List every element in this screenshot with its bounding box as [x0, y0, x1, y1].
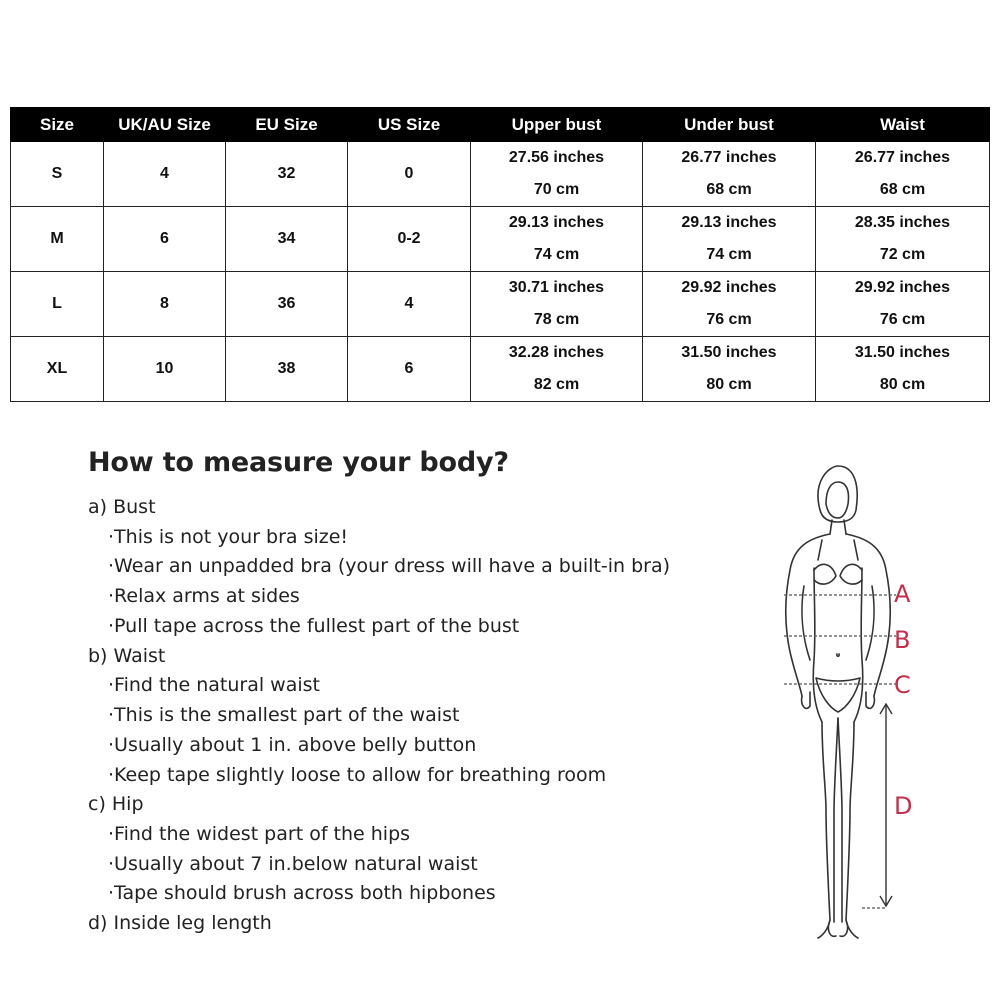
list-item: ·Wear an unpadded bra (your dress will have a built-in bra) [108, 555, 671, 578]
header-waist: Waist [816, 108, 990, 142]
cell-size: L [11, 272, 104, 337]
cell-us-size: 0 [348, 142, 471, 207]
cell-cm: 78 cm [533, 311, 580, 328]
cell-cm: 74 cm [706, 246, 752, 263]
list-item: ·Usually about 7 in.below natural waist [108, 852, 478, 875]
cell-upper-bust [471, 142, 643, 207]
cell-uk-size: 10 [104, 337, 226, 402]
list-item: ·This is not your bra size! [108, 525, 349, 548]
list-item: ·Tape should brush across both hipbones [108, 882, 496, 905]
cell-us-size: 0-2 [348, 207, 471, 272]
cell-eu-size: 32 [226, 142, 348, 207]
table-row [11, 207, 990, 272]
cell-cm: 70 cm [533, 181, 580, 198]
guide-title: How to measure your body? [88, 447, 509, 478]
header-eu-size: EU Size [226, 108, 348, 142]
cell-cm: 82 cm [533, 376, 580, 393]
cell-inches: 29.13 inches [508, 214, 605, 231]
cell-cm: 74 cm [533, 246, 580, 263]
cell-inches: 30.71 inches [508, 279, 605, 296]
cell-upper-bust [471, 337, 643, 402]
body-measurement-figure [770, 460, 930, 950]
table-row [11, 337, 990, 402]
list-item: ·Usually about 1 in. above belly button [108, 733, 477, 756]
cell-inches: 26.77 inches [681, 149, 777, 166]
table-header-row [11, 108, 990, 142]
list-item: ·Relax arms at sides [108, 585, 300, 608]
header-us-size: US Size [348, 108, 471, 142]
cell-cm: 76 cm [706, 311, 752, 328]
cell-inches: 26.77 inches [854, 149, 951, 166]
cell-upper-bust [471, 272, 643, 337]
cell-waist [816, 207, 990, 272]
marker-a: A [894, 580, 911, 608]
marker-c: C [894, 671, 911, 699]
cell-inches: 31.50 inches [681, 344, 777, 361]
list-item: ·Find the widest part of the hips [108, 822, 411, 845]
cell-uk-size: 4 [104, 142, 226, 207]
cell-inches: 29.13 inches [681, 214, 777, 231]
cell-waist [816, 142, 990, 207]
marker-d: D [894, 792, 913, 820]
cell-us-size: 4 [348, 272, 471, 337]
list-item: ·Keep tape slightly loose to allow for breathing room [108, 763, 607, 786]
cell-eu-size: 34 [226, 207, 348, 272]
cell-under-bust [643, 337, 816, 402]
cell-cm: 68 cm [706, 181, 752, 198]
marker-b: B [894, 626, 911, 654]
header-uk-au-size: UK/AU Size [104, 108, 226, 142]
header-size: Size [11, 108, 104, 142]
cell-size: M [11, 207, 104, 272]
cell-inches: 29.92 inches [854, 279, 951, 296]
cell-cm: 80 cm [706, 376, 752, 393]
cell-us-size: 6 [348, 337, 471, 402]
list-item: ·This is the smallest part of the waist [108, 703, 460, 726]
inseam-arrow-icon [880, 704, 892, 906]
list-item: ·Pull tape across the fullest part of the bust [108, 614, 520, 637]
section-bust-label: a) Bust [88, 496, 156, 518]
cell-waist [816, 272, 990, 337]
cell-under-bust [643, 207, 816, 272]
cell-uk-size: 6 [104, 207, 226, 272]
header-under-bust: Under bust [643, 108, 816, 142]
table-row [11, 142, 990, 207]
cell-under-bust [643, 272, 816, 337]
cell-cm: 72 cm [879, 246, 926, 263]
list-item: ·Find the natural waist [108, 674, 320, 697]
cell-size: XL [11, 337, 104, 402]
cell-eu-size: 38 [226, 337, 348, 402]
measure-guide [88, 445, 728, 939]
cell-inches: 32.28 inches [508, 344, 605, 361]
cell-cm: 68 cm [879, 181, 926, 198]
cell-cm: 76 cm [879, 311, 926, 328]
cell-uk-size: 8 [104, 272, 226, 337]
body-outline-icon [770, 460, 930, 950]
cell-waist [816, 337, 990, 402]
table-row [11, 272, 990, 337]
cell-inches: 31.50 inches [854, 344, 951, 361]
section-waist-label: b) Waist [88, 644, 166, 667]
size-chart-table [10, 107, 990, 402]
section-inside-leg-label: d) Inside leg length [88, 912, 272, 935]
cell-inches: 28.35 inches [854, 214, 951, 231]
cell-size: S [11, 142, 104, 207]
cell-inches: 27.56 inches [508, 149, 605, 166]
header-upper-bust: Upper bust [471, 108, 643, 142]
cell-eu-size: 36 [226, 272, 348, 337]
cell-upper-bust [471, 207, 643, 272]
cell-cm: 80 cm [879, 376, 926, 393]
cell-under-bust [643, 142, 816, 207]
cell-inches: 29.92 inches [681, 279, 777, 296]
section-hip-label: c) Hip [88, 793, 144, 816]
